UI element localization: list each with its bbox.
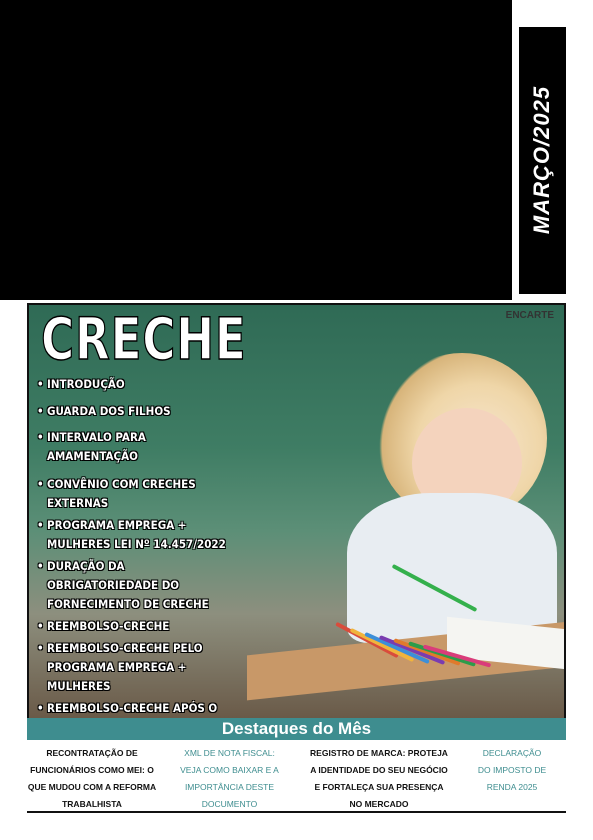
hero-border — [27, 303, 566, 305]
cover-black-block — [0, 0, 512, 300]
hero-image-panel — [27, 303, 566, 718]
hero-border — [27, 303, 29, 718]
topic-item: • CONVÊNIO COM CRECHES EXTERNAS — [37, 475, 237, 513]
highlight-item-mei[interactable]: RECONTRATAÇÃO DE FUNCIONÁRIOS COMO MEI: O QUE MUDOU COM A REFORMA TRABALHISTA — [27, 748, 157, 809]
highlights-banner: Destaques do Mês — [27, 718, 566, 740]
topic-item: • REEMBOLSO-CRECHE PELO PROGRAMA EMPREGA + MULHERES — [37, 639, 237, 696]
topic-item: • INTRODUÇÃO — [37, 375, 237, 394]
topic-item: • PROGRAMA EMPREGA + MULHERES LEI Nº 14.457/2022 — [37, 516, 237, 554]
highlight-item-marca[interactable]: REGISTRO DE MARCA: PROTEJA A IDENTIDADE DO SEU NEGÓCIO E FORTALEÇA SUA PRESENÇA NO MERCADO — [310, 748, 448, 809]
topic-item: • REEMBOLSO-CRECHE APÓS O — [37, 699, 237, 718]
encarte-tag: ENCARTE — [505, 310, 554, 321]
issue-date: MARÇO/2025 — [529, 85, 554, 235]
topic-item: • GUARDA DOS FILHOS — [37, 402, 237, 421]
topic-item: • INTERVALO PARA AMAMENTAÇÃO — [37, 428, 237, 466]
topic-item: • DURAÇÃO DA OBRIGATORIEDADE DO FORNECIMENTO DE CRECHE — [37, 557, 237, 614]
highlight-item-irpf[interactable]: DECLARAÇÃO DO IMPOSTO DE RENDA 2025 — [477, 748, 547, 792]
topic-list — [37, 375, 237, 718]
hero-border — [564, 303, 566, 718]
highlights-row — [27, 741, 566, 813]
topic-item: • REEMBOLSO-CRECHE — [37, 617, 237, 636]
section-title: CRECHE — [41, 305, 247, 373]
highlight-item-xml[interactable]: XML DE NOTA FISCAL: VEJA COMO BAIXAR E A IMPORTÂNCIA DESTE DOCUMENTO — [180, 748, 279, 809]
